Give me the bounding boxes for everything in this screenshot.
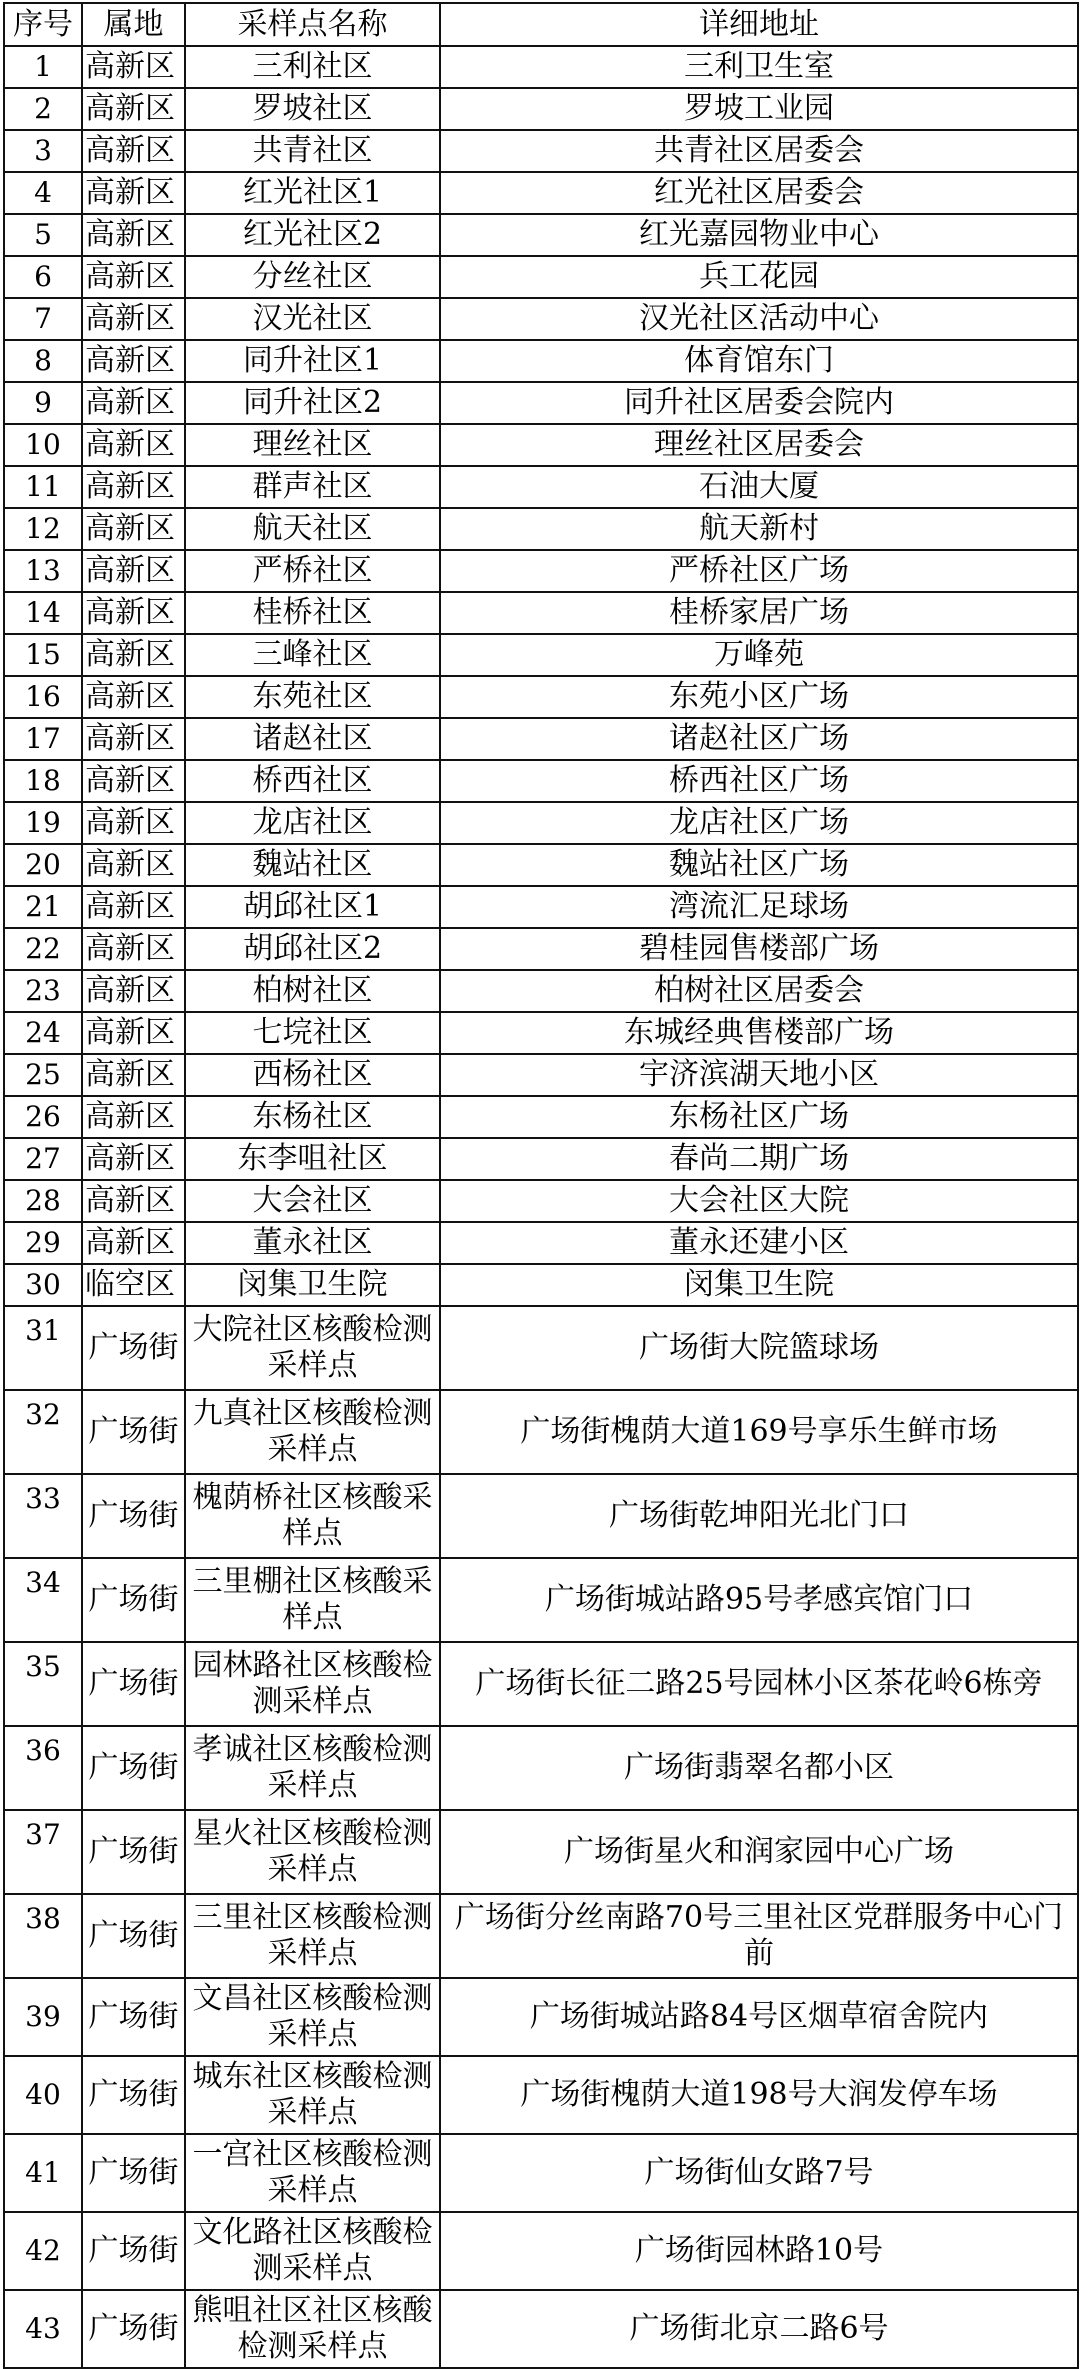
cell-site-name: 共青社区	[185, 130, 440, 172]
cell-site-name: 园林路社区核酸检测采样点	[185, 1642, 440, 1726]
cell-site-name: 三里社区核酸检测采样点	[185, 1894, 440, 1978]
cell-site-name: 桂桥社区	[185, 592, 440, 634]
table-row	[4, 1726, 1078, 1810]
cell-address: 兵工花园	[440, 256, 1078, 298]
cell-district: 高新区	[82, 634, 185, 676]
cell-address: 广场街大院篮球场	[440, 1306, 1078, 1390]
header-site-name: 采样点名称	[185, 3, 440, 46]
cell-address: 董永还建小区	[440, 1222, 1078, 1264]
table-row	[4, 424, 1078, 466]
table-row	[4, 88, 1078, 130]
cell-district: 高新区	[82, 298, 185, 340]
cell-district: 高新区	[82, 1054, 185, 1096]
cell-site-name: 红光社区2	[185, 214, 440, 256]
cell-address: 广场街城站路95号孝感宾馆门口	[440, 1558, 1078, 1642]
cell-district: 高新区	[82, 214, 185, 256]
cell-district: 广场街	[82, 1978, 185, 2056]
cell-seq: 15	[4, 634, 82, 676]
cell-seq: 18	[4, 760, 82, 802]
cell-district: 高新区	[82, 676, 185, 718]
table-row	[4, 844, 1078, 886]
cell-address: 东杨社区广场	[440, 1096, 1078, 1138]
table-row	[4, 508, 1078, 550]
table-row	[4, 130, 1078, 172]
cell-seq: 4	[4, 172, 82, 214]
cell-address: 严桥社区广场	[440, 550, 1078, 592]
cell-address: 广场街分丝南路70号三里社区党群服务中心门前	[440, 1894, 1078, 1978]
table-row	[4, 592, 1078, 634]
cell-address: 东城经典售楼部广场	[440, 1012, 1078, 1054]
cell-seq: 31	[4, 1306, 82, 1390]
cell-district: 广场街	[82, 2056, 185, 2134]
table-row	[4, 1642, 1078, 1726]
cell-district: 高新区	[82, 718, 185, 760]
cell-address: 桂桥家居广场	[440, 592, 1078, 634]
cell-seq: 13	[4, 550, 82, 592]
cell-seq: 43	[4, 2290, 82, 2368]
cell-seq: 41	[4, 2134, 82, 2212]
cell-site-name: 同升社区1	[185, 340, 440, 382]
cell-site-name: 九真社区核酸检测采样点	[185, 1390, 440, 1474]
cell-address: 汉光社区活动中心	[440, 298, 1078, 340]
cell-district: 广场街	[82, 2290, 185, 2368]
cell-district: 高新区	[82, 340, 185, 382]
cell-site-name: 大院社区核酸检测采样点	[185, 1306, 440, 1390]
cell-seq: 14	[4, 592, 82, 634]
cell-site-name: 严桥社区	[185, 550, 440, 592]
cell-site-name: 罗坡社区	[185, 88, 440, 130]
cell-district: 广场街	[82, 1894, 185, 1978]
table-row	[4, 1222, 1078, 1264]
cell-district: 高新区	[82, 844, 185, 886]
cell-district: 高新区	[82, 1012, 185, 1054]
cell-site-name: 群声社区	[185, 466, 440, 508]
cell-site-name: 孝诚社区核酸检测采样点	[185, 1726, 440, 1810]
cell-seq: 22	[4, 928, 82, 970]
cell-district: 广场街	[82, 1306, 185, 1390]
table-row	[4, 802, 1078, 844]
cell-seq: 19	[4, 802, 82, 844]
cell-address: 红光嘉园物业中心	[440, 214, 1078, 256]
table-body	[4, 46, 1078, 2368]
cell-site-name: 红光社区1	[185, 172, 440, 214]
cell-site-name: 柏树社区	[185, 970, 440, 1012]
cell-address: 柏树社区居委会	[440, 970, 1078, 1012]
cell-district: 高新区	[82, 1096, 185, 1138]
cell-district: 高新区	[82, 46, 185, 88]
table-row	[4, 298, 1078, 340]
cell-district: 广场街	[82, 1474, 185, 1558]
cell-site-name: 槐荫桥社区核酸采样点	[185, 1474, 440, 1558]
cell-seq: 10	[4, 424, 82, 466]
cell-seq: 9	[4, 382, 82, 424]
cell-seq: 32	[4, 1390, 82, 1474]
table-row	[4, 1180, 1078, 1222]
cell-site-name: 诸赵社区	[185, 718, 440, 760]
cell-seq: 34	[4, 1558, 82, 1642]
header-row	[4, 3, 1078, 46]
table-row	[4, 2134, 1078, 2212]
table-row	[4, 46, 1078, 88]
table-row	[4, 1474, 1078, 1558]
table-row	[4, 886, 1078, 928]
cell-address: 诸赵社区广场	[440, 718, 1078, 760]
table-row	[4, 1978, 1078, 2056]
cell-site-name: 熊咀社区社区核酸检测采样点	[185, 2290, 440, 2368]
cell-address: 共青社区居委会	[440, 130, 1078, 172]
cell-district: 广场街	[82, 1558, 185, 1642]
cell-site-name: 理丝社区	[185, 424, 440, 466]
cell-seq: 36	[4, 1726, 82, 1810]
cell-seq: 33	[4, 1474, 82, 1558]
cell-site-name: 三峰社区	[185, 634, 440, 676]
cell-district: 高新区	[82, 88, 185, 130]
cell-district: 高新区	[82, 592, 185, 634]
cell-seq: 11	[4, 466, 82, 508]
table-row	[4, 2290, 1078, 2368]
cell-seq: 40	[4, 2056, 82, 2134]
cell-seq: 20	[4, 844, 82, 886]
cell-address: 春尚二期广场	[440, 1138, 1078, 1180]
cell-site-name: 分丝社区	[185, 256, 440, 298]
cell-address: 闵集卫生院	[440, 1264, 1078, 1306]
cell-seq: 12	[4, 508, 82, 550]
header-seq: 序号	[4, 3, 82, 46]
cell-address: 广场街仙女路7号	[440, 2134, 1078, 2212]
cell-site-name: 三里棚社区核酸采样点	[185, 1558, 440, 1642]
cell-district: 高新区	[82, 760, 185, 802]
cell-address: 万峰苑	[440, 634, 1078, 676]
cell-seq: 28	[4, 1180, 82, 1222]
cell-site-name: 西杨社区	[185, 1054, 440, 1096]
cell-seq: 2	[4, 88, 82, 130]
cell-seq: 25	[4, 1054, 82, 1096]
cell-district: 高新区	[82, 1138, 185, 1180]
table-row	[4, 676, 1078, 718]
table-row	[4, 550, 1078, 592]
cell-seq: 7	[4, 298, 82, 340]
cell-address: 三利卫生室	[440, 46, 1078, 88]
cell-district: 高新区	[82, 550, 185, 592]
table-row	[4, 1306, 1078, 1390]
cell-seq: 6	[4, 256, 82, 298]
table-row	[4, 928, 1078, 970]
cell-site-name: 星火社区核酸检测采样点	[185, 1810, 440, 1894]
cell-address: 理丝社区居委会	[440, 424, 1078, 466]
cell-address: 石油大厦	[440, 466, 1078, 508]
cell-district: 广场街	[82, 1390, 185, 1474]
cell-seq: 29	[4, 1222, 82, 1264]
cell-seq: 27	[4, 1138, 82, 1180]
cell-site-name: 城东社区核酸检测采样点	[185, 2056, 440, 2134]
cell-seq: 23	[4, 970, 82, 1012]
cell-district: 临空区	[82, 1264, 185, 1306]
cell-address: 广场街星火和润家园中心广场	[440, 1810, 1078, 1894]
cell-seq: 26	[4, 1096, 82, 1138]
cell-district: 广场街	[82, 2212, 185, 2290]
cell-site-name: 胡邱社区1	[185, 886, 440, 928]
cell-district: 广场街	[82, 1726, 185, 1810]
cell-district: 高新区	[82, 1222, 185, 1264]
table-row	[4, 2212, 1078, 2290]
cell-district: 广场街	[82, 1810, 185, 1894]
cell-address: 广场街北京二路6号	[440, 2290, 1078, 2368]
cell-address: 罗坡工业园	[440, 88, 1078, 130]
cell-seq: 3	[4, 130, 82, 172]
table-row	[4, 970, 1078, 1012]
cell-address: 广场街槐荫大道169号享乐生鲜市场	[440, 1390, 1078, 1474]
cell-seq: 8	[4, 340, 82, 382]
cell-address: 碧桂园售楼部广场	[440, 928, 1078, 970]
cell-site-name: 七垸社区	[185, 1012, 440, 1054]
cell-site-name: 东杨社区	[185, 1096, 440, 1138]
table-row	[4, 1264, 1078, 1306]
table-row	[4, 1810, 1078, 1894]
cell-address: 广场街长征二路25号园林小区茶花岭6栋旁	[440, 1642, 1078, 1726]
cell-site-name: 三利社区	[185, 46, 440, 88]
cell-site-name: 闵集卫生院	[185, 1264, 440, 1306]
cell-district: 高新区	[82, 424, 185, 466]
cell-address: 龙店社区广场	[440, 802, 1078, 844]
cell-site-name: 一宫社区核酸检测采样点	[185, 2134, 440, 2212]
cell-address: 宇济滨湖天地小区	[440, 1054, 1078, 1096]
cell-seq: 42	[4, 2212, 82, 2290]
cell-district: 高新区	[82, 886, 185, 928]
cell-site-name: 同升社区2	[185, 382, 440, 424]
header-district: 属地	[82, 3, 185, 46]
cell-site-name: 大会社区	[185, 1180, 440, 1222]
cell-address: 红光社区居委会	[440, 172, 1078, 214]
table-row	[4, 718, 1078, 760]
table-row	[4, 1390, 1078, 1474]
cell-district: 高新区	[82, 256, 185, 298]
cell-site-name: 胡邱社区2	[185, 928, 440, 970]
table-row	[4, 1096, 1078, 1138]
cell-district: 高新区	[82, 970, 185, 1012]
cell-district: 高新区	[82, 802, 185, 844]
cell-address: 体育馆东门	[440, 340, 1078, 382]
cell-site-name: 龙店社区	[185, 802, 440, 844]
cell-site-name: 东苑社区	[185, 676, 440, 718]
table-row	[4, 256, 1078, 298]
cell-address: 广场街槐荫大道198号大润发停车场	[440, 2056, 1078, 2134]
cell-address: 广场街乾坤阳光北门口	[440, 1474, 1078, 1558]
cell-district: 高新区	[82, 130, 185, 172]
cell-seq: 35	[4, 1642, 82, 1726]
cell-address: 同升社区居委会院内	[440, 382, 1078, 424]
cell-address: 广场街翡翠名都小区	[440, 1726, 1078, 1810]
cell-site-name: 文化路社区核酸检测采样点	[185, 2212, 440, 2290]
cell-seq: 21	[4, 886, 82, 928]
cell-address: 大会社区大院	[440, 1180, 1078, 1222]
table-row	[4, 1012, 1078, 1054]
cell-district: 高新区	[82, 508, 185, 550]
cell-district: 高新区	[82, 172, 185, 214]
table-row	[4, 634, 1078, 676]
cell-address: 广场街园林路10号	[440, 2212, 1078, 2290]
cell-site-name: 汉光社区	[185, 298, 440, 340]
table-row	[4, 760, 1078, 802]
cell-seq: 1	[4, 46, 82, 88]
table-row	[4, 466, 1078, 508]
header-address: 详细地址	[440, 3, 1078, 46]
table-row	[4, 1138, 1078, 1180]
table-row	[4, 2056, 1078, 2134]
cell-site-name: 魏站社区	[185, 844, 440, 886]
cell-seq: 30	[4, 1264, 82, 1306]
table-row	[4, 382, 1078, 424]
cell-site-name: 东李咀社区	[185, 1138, 440, 1180]
cell-address: 湾流汇足球场	[440, 886, 1078, 928]
table-row	[4, 1054, 1078, 1096]
cell-district: 高新区	[82, 382, 185, 424]
cell-address: 东苑小区广场	[440, 676, 1078, 718]
cell-district: 高新区	[82, 1180, 185, 1222]
cell-seq: 17	[4, 718, 82, 760]
cell-address: 魏站社区广场	[440, 844, 1078, 886]
table-row	[4, 1558, 1078, 1642]
cell-seq: 37	[4, 1810, 82, 1894]
cell-site-name: 航天社区	[185, 508, 440, 550]
cell-district: 高新区	[82, 466, 185, 508]
table-row	[4, 1894, 1078, 1978]
table-row	[4, 340, 1078, 382]
cell-address: 航天新村	[440, 508, 1078, 550]
table-row	[4, 172, 1078, 214]
cell-seq: 38	[4, 1894, 82, 1978]
cell-site-name: 董永社区	[185, 1222, 440, 1264]
cell-seq: 24	[4, 1012, 82, 1054]
cell-site-name: 桥西社区	[185, 760, 440, 802]
cell-district: 广场街	[82, 1642, 185, 1726]
sampling-site-table	[3, 2, 1079, 2369]
cell-district: 高新区	[82, 928, 185, 970]
table-row	[4, 214, 1078, 256]
cell-address: 桥西社区广场	[440, 760, 1078, 802]
cell-seq: 39	[4, 1978, 82, 2056]
cell-seq: 5	[4, 214, 82, 256]
cell-address: 广场街城站路84号区烟草宿舍院内	[440, 1978, 1078, 2056]
cell-district: 广场街	[82, 2134, 185, 2212]
cell-seq: 16	[4, 676, 82, 718]
cell-site-name: 文昌社区核酸检测采样点	[185, 1978, 440, 2056]
